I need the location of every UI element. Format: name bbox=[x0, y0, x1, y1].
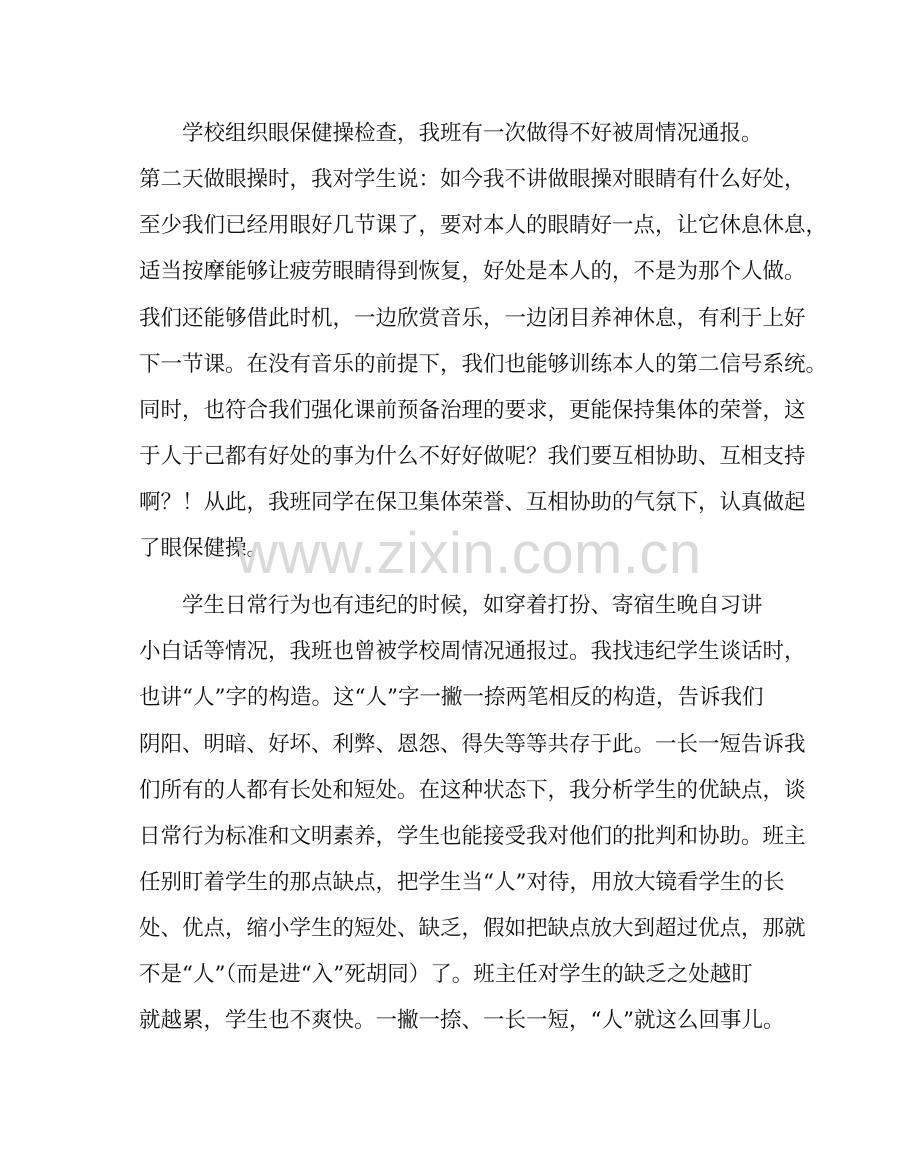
paragraph-2-line-2: 小白话等情况，我班也曾被学校周情况通报过。我找违纪学生谈话时， bbox=[139, 639, 806, 664]
watermark: www.zixin.com.cn bbox=[236, 521, 702, 586]
paragraph-2-line-3: 也讲“人”字的构造。这“人”字一撇一捺两笔相反的构造，告诉我们 bbox=[139, 685, 764, 710]
paragraph-2-line-5: 们所有的人都有长处和短处。在这种状态下，我分析学生的优缺点，谈 bbox=[139, 778, 806, 803]
paragraph-1-line-7: 同时，也符合我们强化课前预备治理的要求，更能保持集体的荣誉，这 bbox=[139, 398, 806, 423]
paragraph-1-line-2: 第二天做眼操时，我对学生说：如今我不讲做眼操对眼睛有什么好处， bbox=[139, 167, 806, 192]
paragraph-1-line-8: 于人于己都有好处的事为什么不好好做呢？我们要互相协助、互相支持 bbox=[139, 444, 806, 469]
paragraph-1-line-4: 适当按摩能够让疲劳眼睛得到恢复，好处是本人的，不是为那个人做。 bbox=[139, 259, 806, 284]
paragraph-1-line-6: 下一节课。在没有音乐的前提下，我们也能够训练本人的第二信号系统。 bbox=[139, 352, 828, 377]
paragraph-2-line-6: 日常行为标准和文明素养，学生也能接受我对他们的批判和协助。班主 bbox=[139, 824, 806, 849]
paragraph-1-line-3: 至少我们已经用眼好几节课了，要对本人的眼睛好一点，让它休息休息， bbox=[139, 213, 828, 238]
paragraph-2-line-4: 阴阳、明暗、好坏、利弊、恩怨、得失等等共存于此。一长一短告诉我 bbox=[139, 732, 806, 757]
paragraph-1-line-5: 我们还能够借此时机，一边欣赏音乐，一边闭目养神休息，有利于上好 bbox=[139, 306, 806, 331]
paragraph-2-line-10: 就越累，学生也不爽快。一撇一捺、一长一短，“人”就这么回事儿。 bbox=[139, 1008, 785, 1033]
paragraph-2-line-8: 处、优点，缩小学生的短处、缺乏，假如把缺点放大到超过优点，那就 bbox=[139, 916, 806, 941]
paragraph-1-line-9: 啊？！从此，我班同学在保卫集体荣誉、互相协助的气氛下，认真做起 bbox=[139, 490, 806, 515]
paragraph-1-line-10: 了眼保健操。 bbox=[139, 536, 269, 561]
paragraph-2-line-1: 学生日常行为也有违纪的时候，如穿着打扮、寄宿生晚自习讲 bbox=[139, 593, 763, 618]
paragraph-2-line-7: 任别盯着学生的那点缺点，把学生当“人”对待，用放大镜看学生的长 bbox=[139, 870, 785, 895]
paragraph-2-line-9: 不是“人”（而是进“入”死胡同）了。班主任对学生的缺乏之处越盯 bbox=[139, 962, 753, 987]
paragraph-1-line-1: 学校组织眼保健操检查，我班有一次做得不好被周情况通报。 bbox=[139, 121, 763, 146]
